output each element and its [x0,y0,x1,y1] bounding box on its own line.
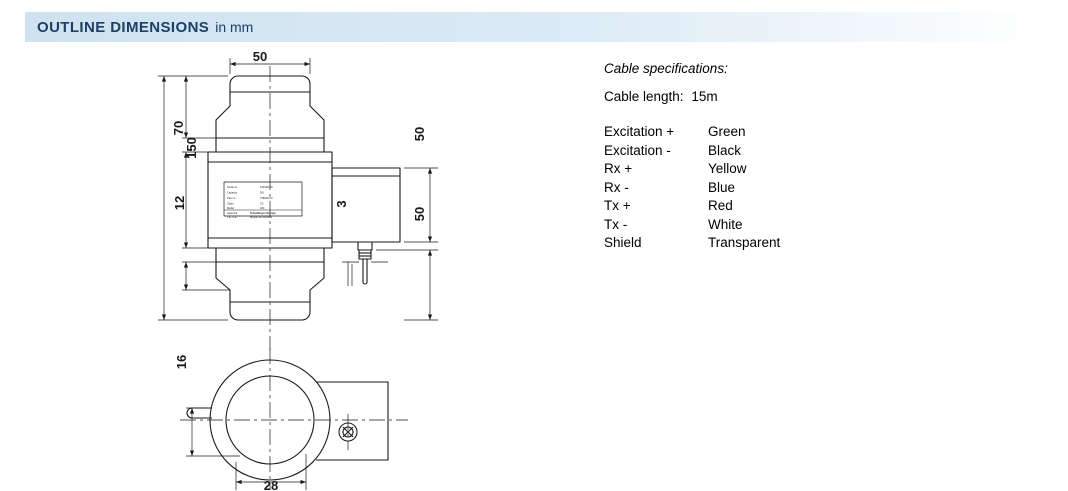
svg-text:Approval: Approval [227,212,238,215]
svg-text:50t: 50t [260,191,264,195]
wire-color: White [708,216,743,232]
dim-right-upper: 50 [412,126,427,142]
table-row [604,218,780,237]
dim-base: 12 [172,195,187,211]
table-row [604,125,780,144]
wire-signal: Tx + [604,198,631,213]
wire-signal: Tx - [604,216,628,232]
svg-text:Class: Class [227,202,234,206]
wire-signal: Rx + [604,161,633,176]
svg-text:MADE IN FRANCE: MADE IN FRANCE [250,216,273,219]
wire-color: Transparent [708,235,781,250]
wire-color: Black [708,142,742,158]
table-row [604,236,780,255]
cable-specifications-block [604,62,984,255]
dim-body: 70 [171,120,186,136]
cable-length-label: Cable length: [604,88,684,104]
page-title: OUTLINE DIMENSIONS [37,18,210,36]
svg-text:1234S6-00: 1234S6-00 [260,186,273,189]
svg-text:728000-03: 728000-03 [260,197,273,200]
svg-text:T.E. C.E.: T.E. C.E. [227,216,238,219]
dim-plan-width: 28 [263,478,279,490]
wire-signal: Excitation + [604,124,675,139]
wire-signal: Rx - [604,179,629,195]
svg-text:Serial no: Serial no [227,186,238,189]
outline-dimensions-drawing [120,50,560,490]
page-title-units: in mm [215,19,254,35]
wire-color: Green [708,124,746,139]
table-row [604,144,780,163]
table-row [604,162,780,181]
svg-text:400: 400 [260,207,265,210]
wire-color: Blue [708,179,736,195]
section-header-bar [25,12,1043,42]
cable-wire-table [604,125,780,255]
svg-text:C3: C3 [260,202,264,206]
dim-right-lower: 50 [412,206,427,222]
cable-spec-title: Cable specifications: [604,61,728,76]
wire-signal: Shield [604,235,642,250]
wire-color: Yellow [708,161,747,176]
wire-signal: Excitation - [604,142,671,158]
wire-color: Red [708,198,733,213]
svg-text:Tensoflexyro Europe: Tensoflexyro Europe [250,212,276,215]
dim-total-height: 150 [184,137,199,159]
table-row [604,199,780,218]
svg-text:Part no: Part no [227,197,236,200]
dim-plan-offset: 16 [174,354,189,370]
cable-length-value: 15m [691,88,718,104]
dim-top-width: 50 [252,50,268,64]
svg-text:Capacity: Capacity [227,191,238,195]
table-row [604,181,780,200]
svg-text:Model: Model [227,207,235,210]
cable-length-row [604,90,984,104]
dim-gland: 3 [334,200,349,208]
